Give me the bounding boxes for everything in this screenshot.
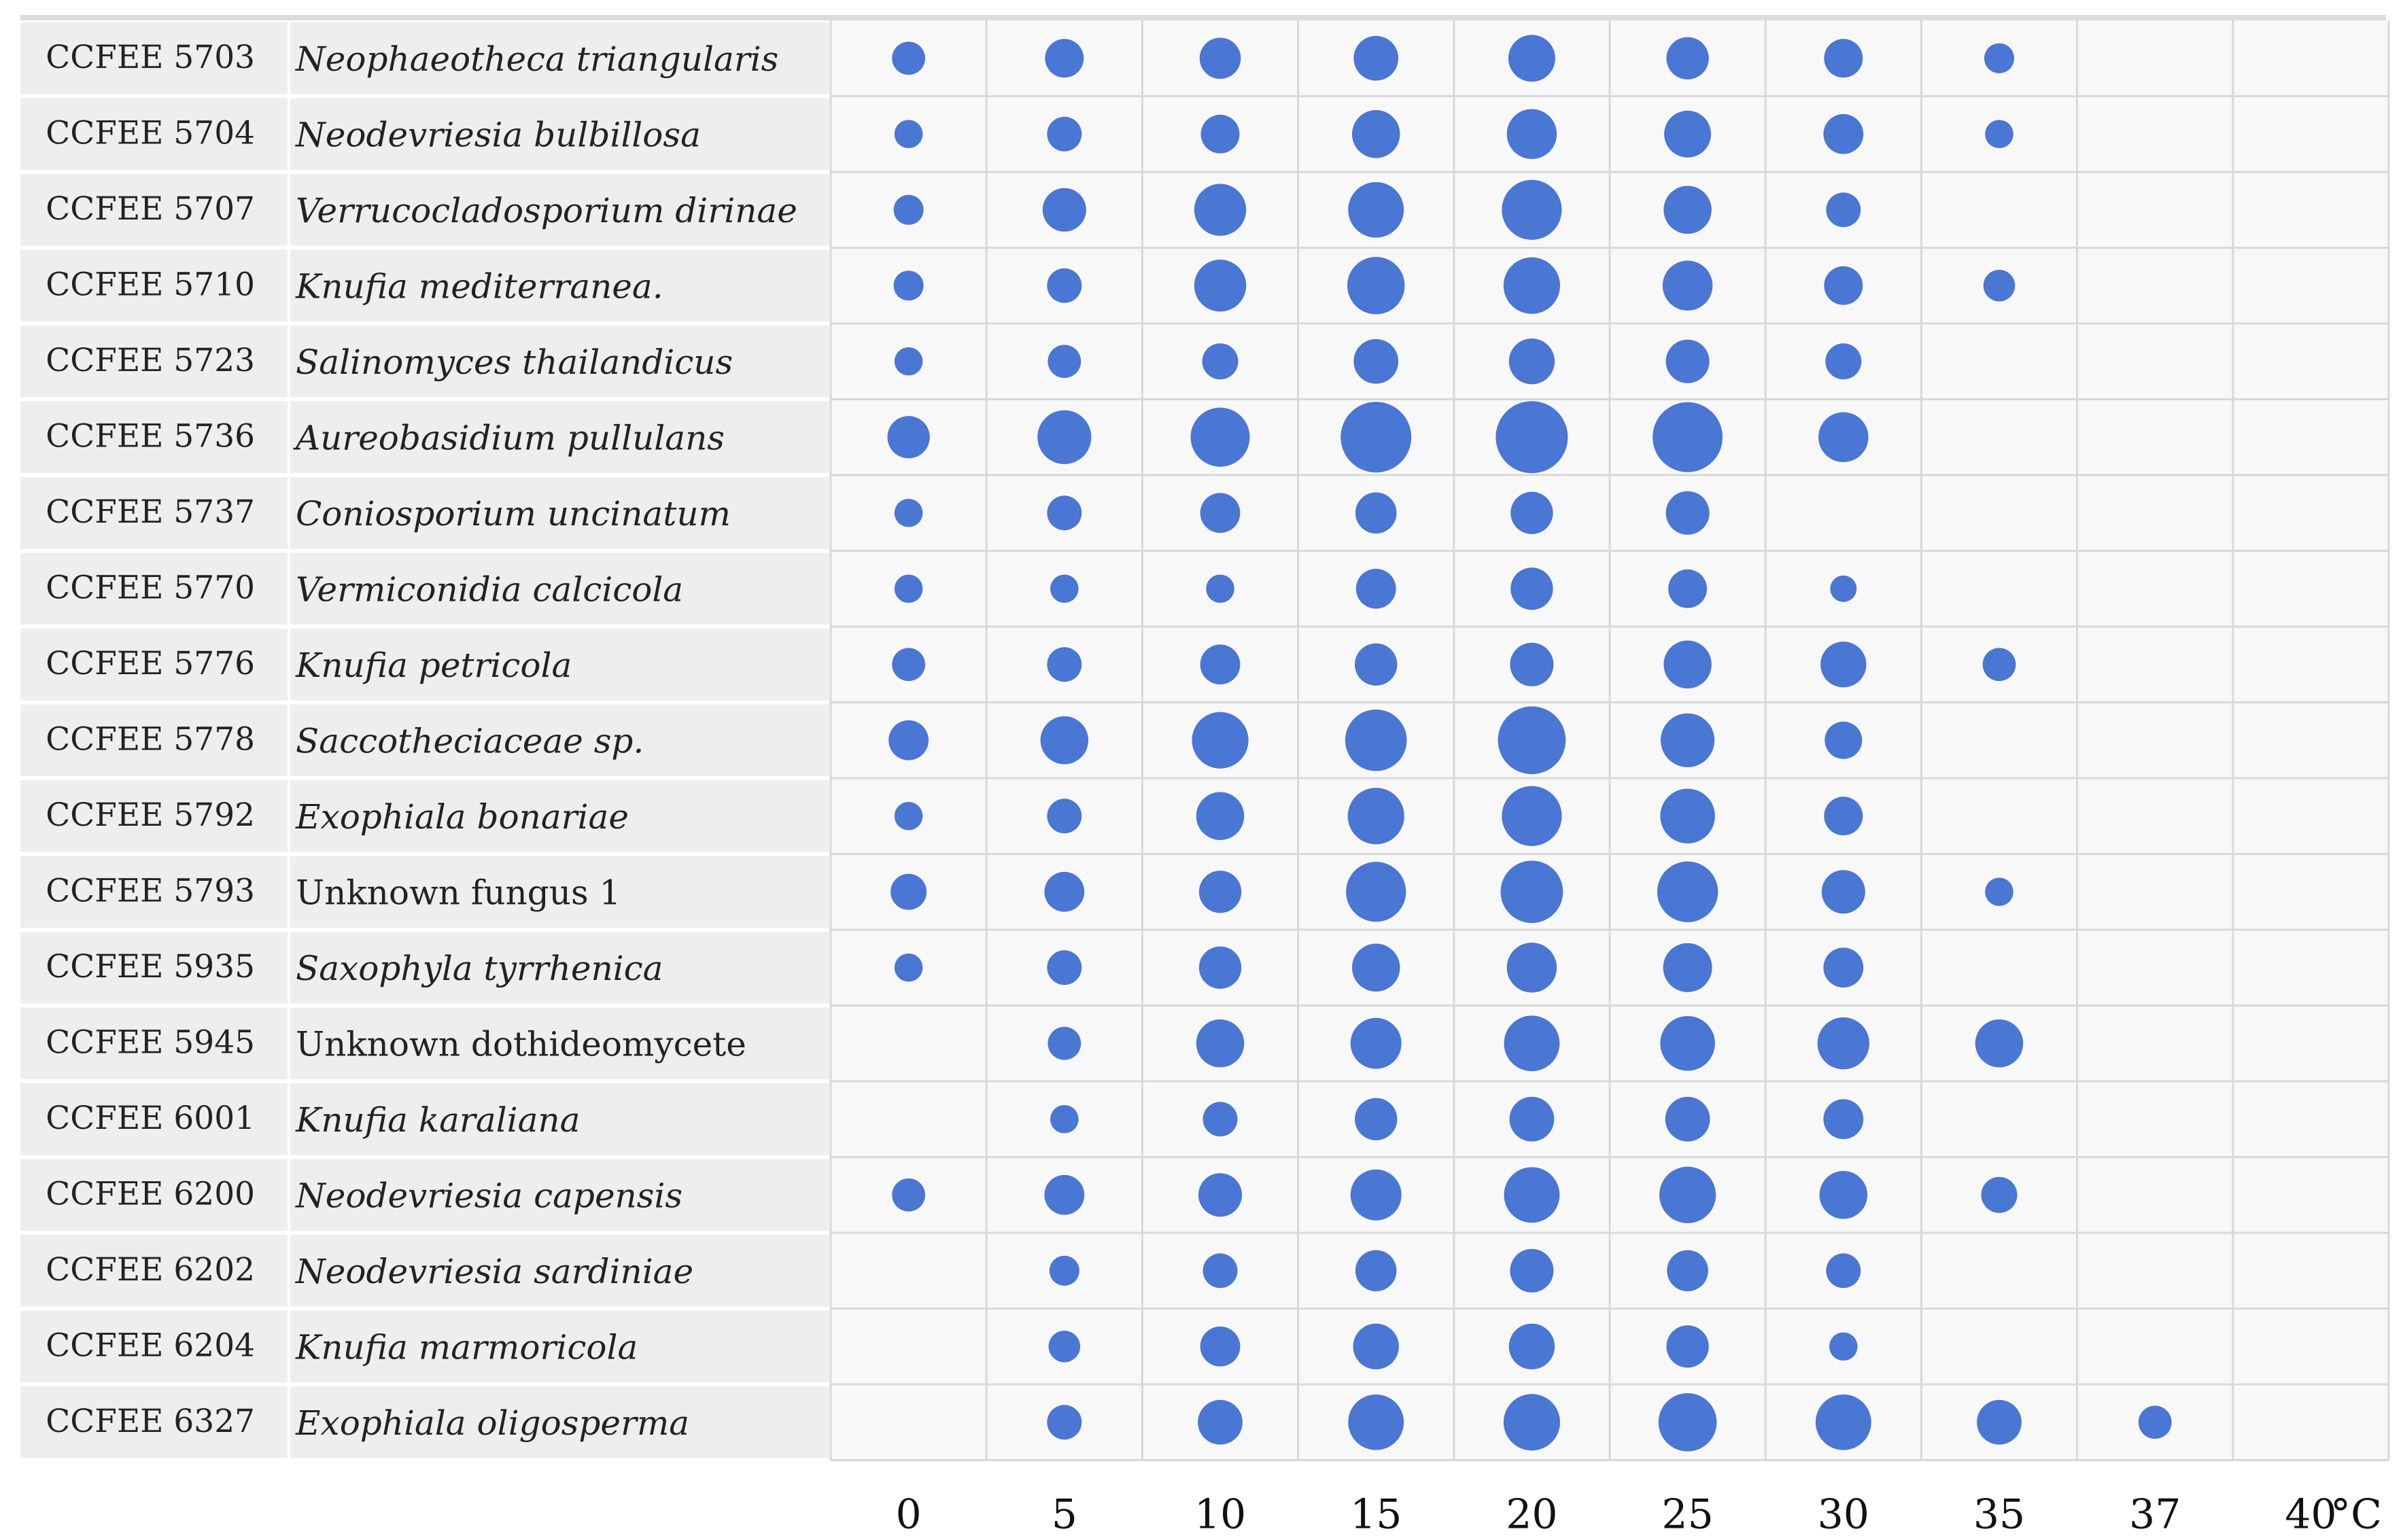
x-tick-label: 5 <box>1051 1490 1077 1539</box>
strain-code-label: CCFEE 5770 <box>46 569 255 607</box>
growth-bubble <box>1199 871 1241 913</box>
growth-bubble <box>1352 944 1400 992</box>
growth-bubble <box>1496 401 1568 473</box>
growth-bubble <box>1825 343 1861 379</box>
species-name-label: Saxophyla tyrrhenica <box>296 948 663 988</box>
species-name-label: Exophiala oligosperma <box>296 1403 690 1443</box>
growth-bubble <box>1047 647 1082 682</box>
growth-bubble <box>894 270 924 300</box>
species-name-label: Coniosporium uncinatum <box>296 493 731 533</box>
growth-bubble <box>1822 870 1865 913</box>
species-name-label: Knufia petricola <box>296 645 572 685</box>
growth-bubble <box>1203 1253 1238 1288</box>
species-name-label: Unknown fungus 1 <box>296 873 621 913</box>
growth-bubble <box>1341 402 1411 472</box>
species-name-label: Knufia karaliana <box>296 1100 581 1140</box>
growth-bubble <box>1206 574 1234 603</box>
growth-bubble <box>1348 788 1404 844</box>
species-name-label: Vermiconidia calcicola <box>296 570 684 610</box>
growth-bubble <box>1355 644 1397 686</box>
growth-bubble <box>1203 343 1239 379</box>
growth-bubble <box>1345 710 1407 771</box>
growth-bubble <box>1355 1098 1397 1140</box>
strain-code-label: CCFEE 5935 <box>46 947 255 985</box>
growth-bubble <box>1355 492 1397 533</box>
growth-bubble <box>1201 115 1240 154</box>
growth-bubble <box>895 120 923 148</box>
strain-code-label: CCFEE 5723 <box>46 341 255 379</box>
x-axis-unit-label: °C <box>2330 1490 2382 1539</box>
growth-bubble <box>1666 491 1710 535</box>
growth-bubble <box>1200 493 1241 533</box>
species-name-label: Neodevriesia capensis <box>296 1176 683 1216</box>
species-name-label: Neophaeotheca triangularis <box>296 39 779 79</box>
growth-bubble <box>1983 648 2016 681</box>
growth-bubble <box>894 195 924 225</box>
x-tick-label: 20 <box>1506 1490 1558 1539</box>
growth-bubble <box>892 1178 925 1212</box>
growth-bubble <box>888 720 929 760</box>
growth-bubble <box>1668 570 1707 608</box>
growth-bubble <box>1507 943 1557 992</box>
growth-bubble <box>1498 706 1566 774</box>
growth-bubble <box>1352 110 1400 158</box>
x-tick-label: 25 <box>1661 1490 1714 1539</box>
growth-bubble <box>1192 712 1248 769</box>
strain-code-label: CCFEE 5704 <box>46 114 255 152</box>
growth-bubble <box>1826 192 1861 227</box>
top-border <box>20 15 2386 20</box>
growth-bubble <box>1985 877 2013 906</box>
growth-bubble <box>1200 644 1241 684</box>
x-tick-label: 15 <box>1350 1490 1402 1539</box>
growth-bubble <box>1504 1394 1560 1450</box>
growth-bubble <box>1501 860 1563 923</box>
species-name-label: Verrucocladosporium dirinae <box>296 190 797 230</box>
x-tick-label: 37 <box>2129 1490 2181 1539</box>
growth-bubble <box>1975 1019 2023 1067</box>
growth-bubble <box>1508 35 1555 82</box>
strain-code-label: CCFEE 6204 <box>46 1327 255 1365</box>
growth-bubble <box>1510 643 1553 686</box>
growth-bubble <box>1666 340 1710 383</box>
strain-code-label: CCFEE 5703 <box>46 38 255 76</box>
growth-bubble <box>1044 1175 1084 1215</box>
growth-bubble <box>1047 268 1082 303</box>
strain-code-label: CCFEE 5778 <box>46 720 255 758</box>
growth-bubble <box>1820 1171 1867 1219</box>
growth-bubble <box>1818 413 1868 462</box>
growth-bubble <box>1044 872 1084 912</box>
growth-bubble <box>1823 114 1863 154</box>
growth-bubble <box>1196 1019 1244 1067</box>
growth-bubble <box>1353 1324 1399 1369</box>
growth-bubble <box>1194 260 1246 311</box>
x-tick-label: 0 <box>895 1490 922 1539</box>
species-name-label: Aureobasidium pullulans <box>296 418 725 458</box>
growth-bubble <box>1660 788 1715 843</box>
growth-bubble <box>1347 257 1404 314</box>
growth-bubble <box>895 802 923 830</box>
growth-bubble <box>895 499 923 527</box>
growth-bubble <box>1047 950 1082 985</box>
growth-bubble <box>1041 716 1088 764</box>
growth-bubble <box>1820 642 1866 687</box>
growth-bubble <box>1824 797 1863 835</box>
growth-bubble <box>1666 1325 1708 1367</box>
growth-bubble <box>1982 1177 2018 1213</box>
growth-bubble <box>1047 117 1082 152</box>
growth-bubble <box>1665 1097 1710 1142</box>
growth-bubble <box>895 574 923 603</box>
strain-code-label: CCFEE 5945 <box>46 1023 255 1062</box>
growth-bubble <box>1045 39 1084 77</box>
growth-bubble <box>1507 109 1557 159</box>
growth-bubble <box>1356 569 1396 609</box>
growth-bubble <box>1818 1017 1869 1069</box>
growth-bubble <box>1048 1027 1081 1060</box>
strain-code-label: CCFEE 5776 <box>46 644 255 682</box>
growth-bubble <box>1823 1099 1863 1139</box>
growth-bubble <box>1510 1097 1555 1142</box>
strain-code-label: CCFEE 6327 <box>46 1402 255 1440</box>
growth-bubble <box>1664 111 1711 158</box>
growth-bubble <box>1659 1167 1716 1223</box>
species-name-label: Neodevriesia bulbillosa <box>296 115 701 155</box>
growth-bubble <box>1199 947 1241 989</box>
species-name-label: Unknown dothideomycete <box>296 1024 746 1064</box>
growth-bubble <box>1346 862 1406 922</box>
growth-bubble <box>1830 576 1856 602</box>
growth-bubble <box>1510 567 1553 610</box>
species-name-label: Salinomyces thailandicus <box>296 342 733 382</box>
x-tick-label: 35 <box>1973 1490 2026 1539</box>
growth-bubble <box>1824 39 1863 77</box>
growth-bubble <box>1050 1256 1079 1286</box>
growth-bubble <box>1191 408 1250 467</box>
growth-bubble <box>1353 339 1398 384</box>
growth-bubble <box>1666 37 1708 80</box>
species-name-label: Saccotheciaceae sp. <box>296 721 644 761</box>
growth-bubble <box>1825 722 1862 759</box>
growth-bubble <box>1660 1016 1715 1071</box>
growth-bubble <box>1043 188 1086 232</box>
growth-bubble <box>1829 1332 1858 1361</box>
growth-bubble <box>1502 786 1561 846</box>
growth-bubble <box>1351 1018 1402 1069</box>
growth-bubble <box>895 347 923 376</box>
growth-bubble <box>1049 1331 1080 1362</box>
strain-code-label: CCFEE 6202 <box>46 1250 255 1289</box>
growth-bubble <box>1198 1400 1243 1445</box>
growth-bubble <box>1661 714 1714 767</box>
growth-bubble <box>1047 799 1082 833</box>
growth-bubble <box>1826 1253 1861 1288</box>
growth-bubble <box>1824 266 1863 305</box>
growth-bubble <box>1653 402 1723 472</box>
strain-code-label: CCFEE 5792 <box>46 796 255 834</box>
species-name-label: Knufia marmoricola <box>296 1327 638 1367</box>
strain-code-label: CCFEE 6001 <box>46 1099 255 1137</box>
growth-bubble <box>1509 1324 1555 1369</box>
growth-bubble <box>1659 1393 1717 1452</box>
strain-code-label: CCFEE 5793 <box>46 872 255 910</box>
species-name-label: Knufia mediterranea. <box>296 266 663 307</box>
growth-bubble <box>1667 1250 1708 1291</box>
growth-bubble <box>1200 1327 1241 1367</box>
growth-bubble <box>2139 1405 2172 1439</box>
growth-bubble <box>1198 1173 1242 1217</box>
growth-bubble <box>1194 184 1246 236</box>
growth-bubble <box>1984 43 2014 73</box>
growth-bubble <box>1196 792 1244 840</box>
growth-bubble <box>1047 1405 1082 1439</box>
strain-code-label: CCFEE 5710 <box>46 266 255 304</box>
growth-bubble <box>895 953 923 982</box>
growth-bubble <box>1355 1250 1397 1291</box>
growth-bubble <box>1047 495 1082 530</box>
x-tick-label: 40 <box>2285 1490 2337 1539</box>
growth-bubble <box>1663 186 1711 234</box>
growth-bubble <box>1657 862 1718 922</box>
growth-bubble <box>1984 270 2015 301</box>
growth-bubble <box>1348 182 1404 238</box>
species-name-label: Exophiala bonariae <box>296 797 629 837</box>
growth-bubble <box>1510 1249 1553 1293</box>
growth-bubble <box>892 41 925 75</box>
growth-bubble <box>1353 36 1398 81</box>
growth-bubble <box>1037 410 1091 464</box>
growth-bubble <box>1663 641 1711 688</box>
growth-bubble <box>1050 574 1079 603</box>
species-name-label: Neodevriesia sardiniae <box>296 1251 694 1291</box>
growth-bubble <box>1509 338 1555 384</box>
growth-bubble <box>1348 1395 1404 1450</box>
growth-bubble <box>891 874 927 910</box>
strain-code-label: CCFEE 5707 <box>46 190 255 228</box>
growth-bubble <box>1050 1105 1079 1134</box>
growth-bubble <box>1816 1395 1871 1450</box>
growth-bubble <box>1504 258 1560 314</box>
strain-code-label: CCFEE 5736 <box>46 417 255 455</box>
strain-code-label: CCFEE 6200 <box>46 1175 255 1213</box>
growth-bubble <box>1823 947 1863 987</box>
growth-bubble <box>1663 943 1712 992</box>
growth-bubble <box>1663 261 1712 311</box>
strain-code-label: CCFEE 5737 <box>46 493 255 531</box>
growth-bubble <box>1203 1102 1238 1136</box>
growth-bubble <box>1977 1400 2022 1445</box>
growth-bubble <box>1985 120 2013 148</box>
growth-bubble <box>1504 1015 1559 1071</box>
growth-bubble <box>1502 180 1561 240</box>
growth-bubble <box>887 416 929 458</box>
growth-bubble <box>1504 1167 1559 1223</box>
x-tick-label: 30 <box>1817 1490 1869 1539</box>
growth-bubble <box>892 648 925 681</box>
growth-bubble <box>1200 37 1241 79</box>
growth-bubble <box>1351 1170 1402 1221</box>
growth-bubble <box>1048 345 1081 378</box>
growth-bubble <box>1510 492 1553 534</box>
x-tick-label: 10 <box>1194 1490 1247 1539</box>
